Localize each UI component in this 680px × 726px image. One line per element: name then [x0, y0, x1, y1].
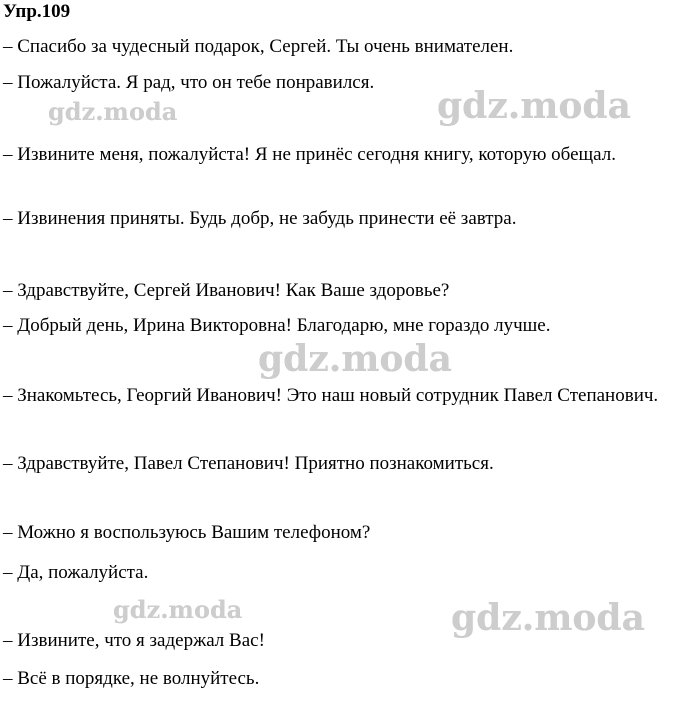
- exercise-title: Упр.109: [3, 1, 71, 22]
- dialogue-line: – Да, пожалуйста.: [3, 562, 149, 583]
- watermark: gdz.moda: [48, 97, 178, 126]
- dialogue-line: – Можно я воспользуюсь Вашим телефоном?: [3, 522, 371, 543]
- watermark: gdz.moda: [451, 597, 645, 639]
- dialogue-line: – Добрый день, Ирина Викторовна! Благодарю, мне гораздо лучше.: [3, 315, 551, 336]
- watermark: gdz.moda: [258, 338, 452, 380]
- dialogue-line: – Извините меня, пожалуйста! Я не принёс сегодня книгу, которую обещал.: [3, 144, 616, 165]
- dialogue-line: – Пожалуйста. Я рад, что он тебе понравился.: [3, 72, 375, 93]
- dialogue-line: – Здравствуйте, Сергей Иванович! Как Ваше здоровье?: [3, 280, 450, 301]
- dialogue-line: – Здравствуйте, Павел Степанович! Приятно познакомиться.: [3, 453, 494, 474]
- dialogue-line: – Извините, что я задержал Вас!: [3, 630, 265, 651]
- dialogue-line: – Спасибо за чудесный подарок, Сергей. Ты очень внимателен.: [3, 36, 514, 57]
- dialogue-line: – Извинения приняты. Будь добр, не забудь принести её завтра.: [3, 208, 517, 229]
- dialogue-line: – Всё в порядке, не волнуйтесь.: [3, 668, 260, 689]
- dialogue-line: – Знакомьтесь, Георгий Иванович! Это наш новый сотрудник Павел Степанович.: [3, 385, 659, 406]
- watermark: gdz.moda: [113, 595, 243, 624]
- watermark: gdz.moda: [437, 85, 631, 127]
